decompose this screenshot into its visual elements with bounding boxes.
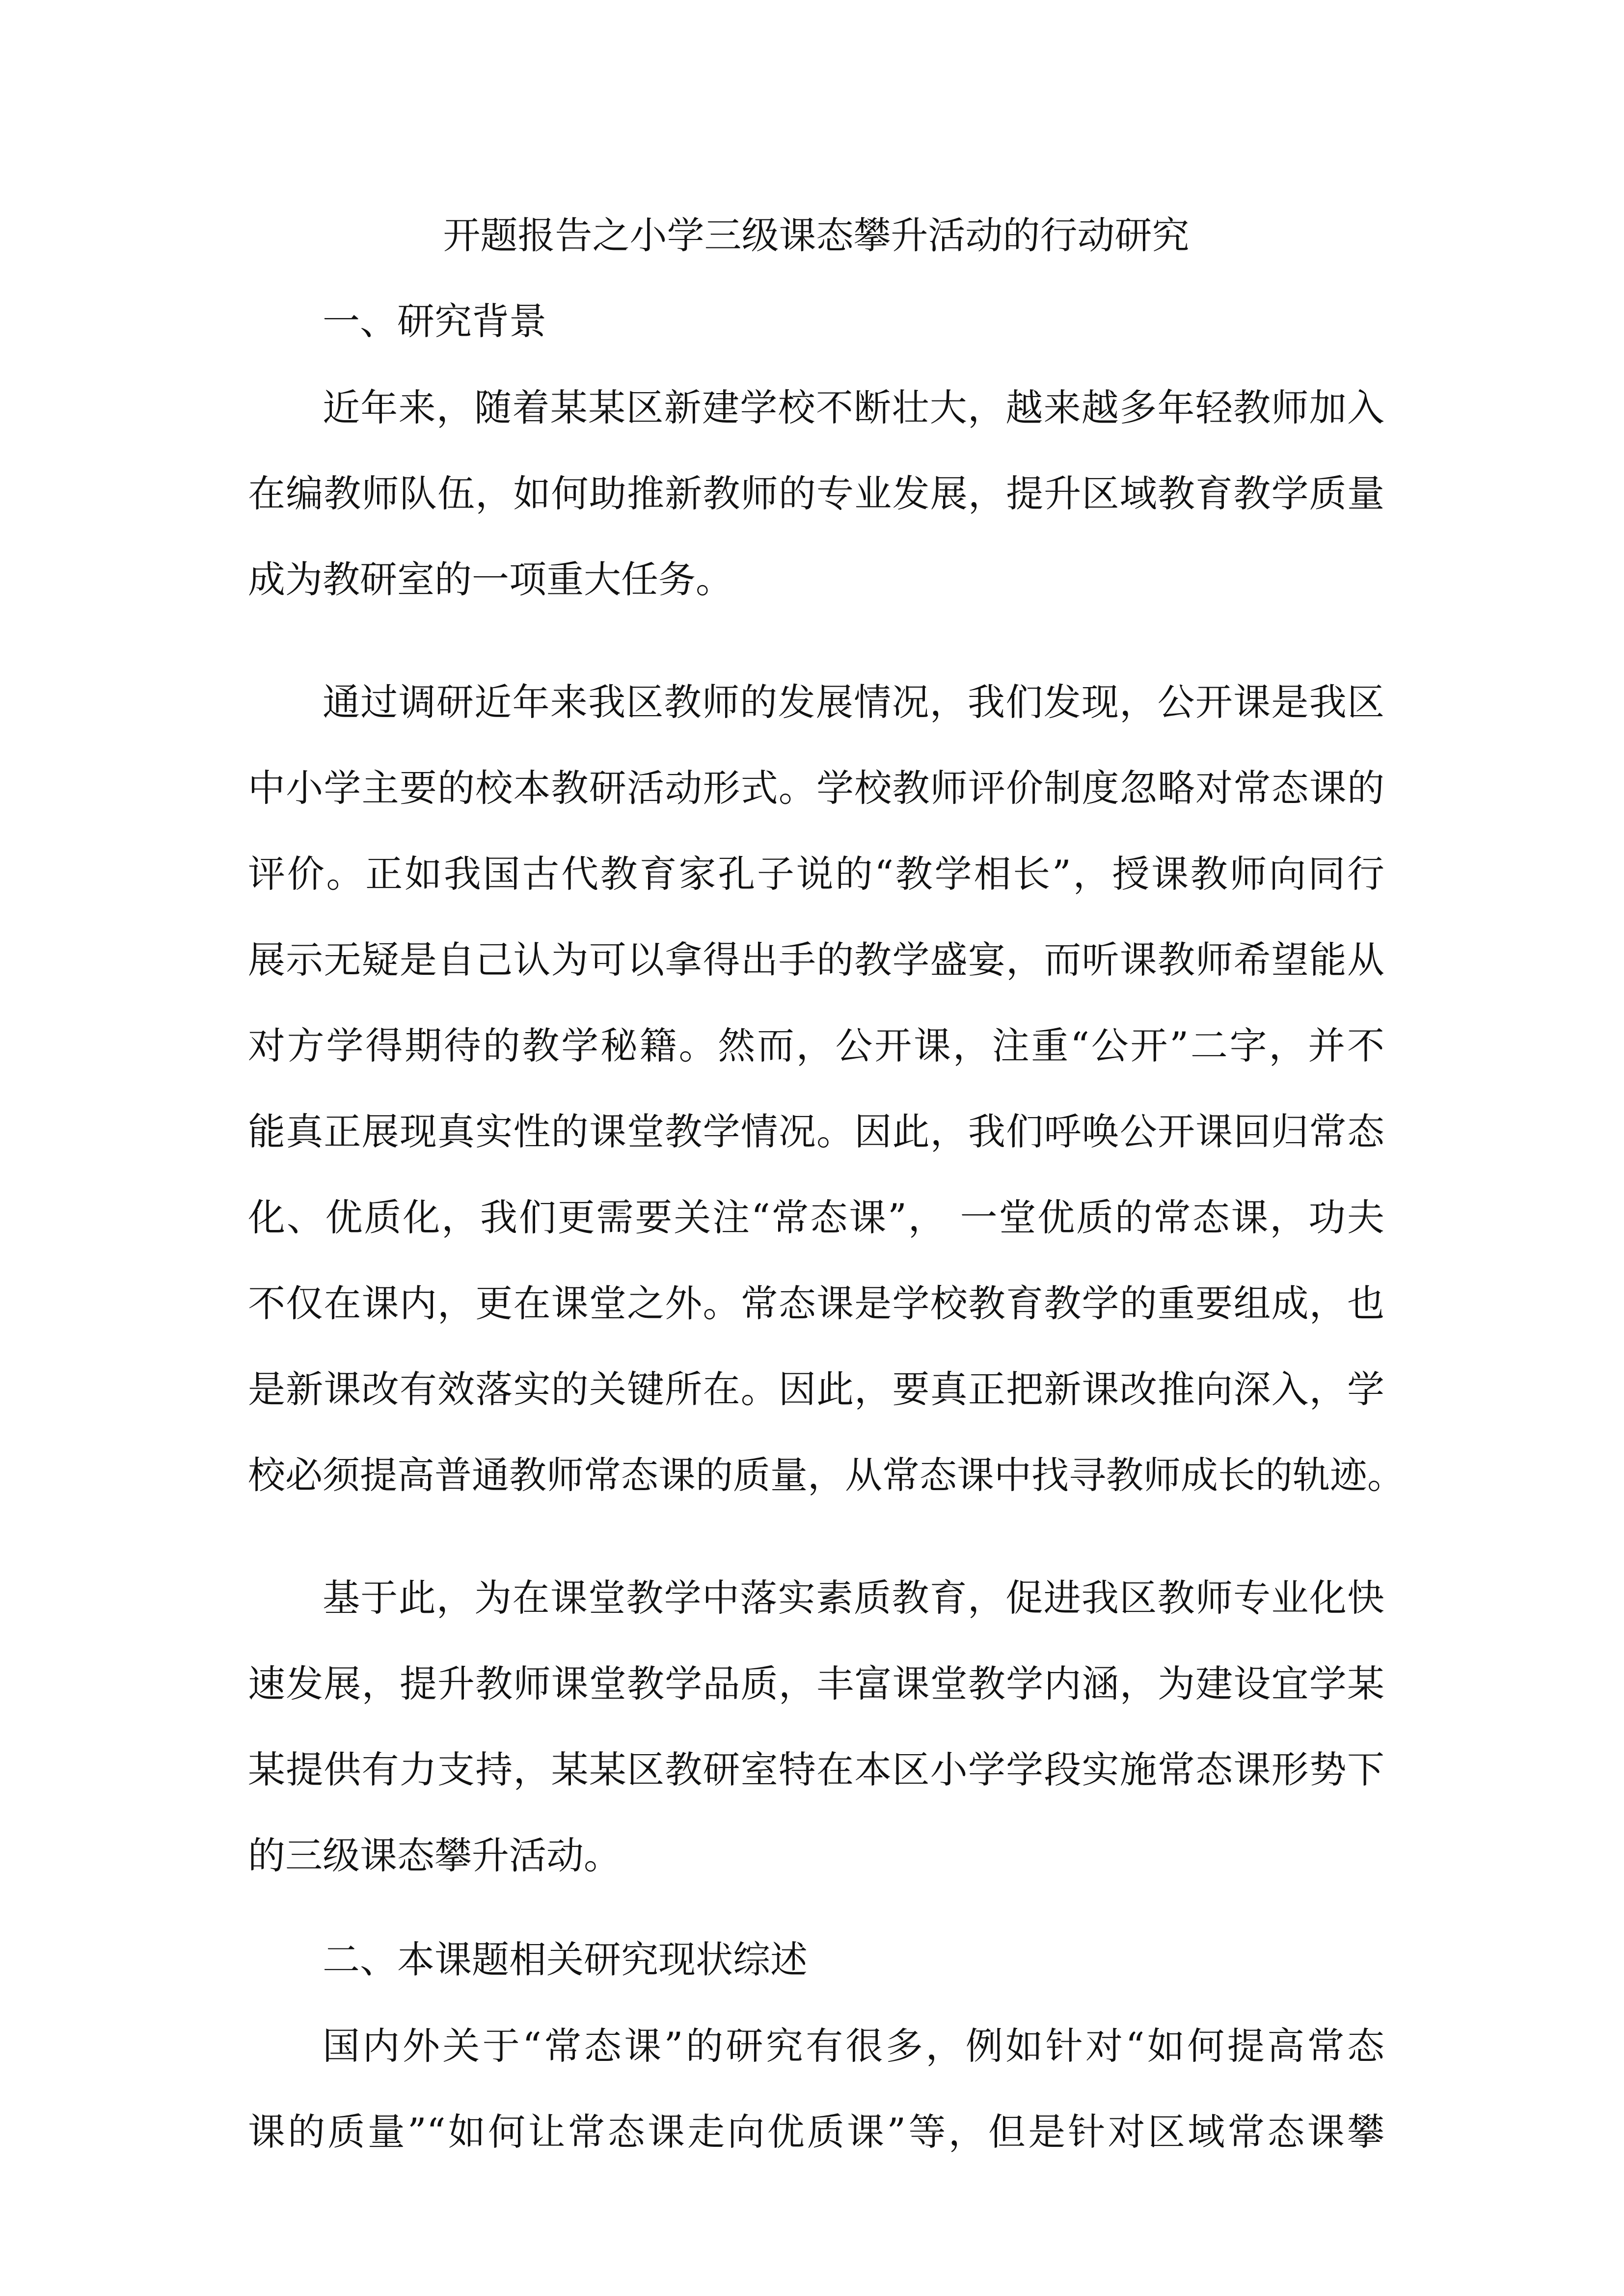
text-line: 校必须提高普通教师常态课的质量，从常态课中找寻教师成长的轨迹。 [248, 1453, 1405, 1497]
text-line: 成为教研室的一项重大任务。 [248, 558, 733, 601]
text-line: 展示无疑是自己认为可以拿得出手的教学盛宴，而听课教师希望能从 [248, 938, 1384, 982]
text-line: 能真正展现真实性的课堂教学情况。因此，我们呼唤公开课回归常态 [248, 1110, 1384, 1153]
text-line: 课的质量”“如何让常态课走向优质课”等，但是针对区域常态课攀 [248, 2110, 1384, 2154]
text-line: 对方学得期待的教学秘籍。然而，公开课，注重“公开”二字，并不 [248, 1024, 1384, 1068]
text-line: 基于此，为在课堂教学中落实素质教育，促进我区教师专业化快 [323, 1576, 1384, 1620]
text-line: 在编教师队伍，如何助推新教师的专业发展，提升区域教育教学质量 [248, 472, 1384, 515]
text-line: 某提供有力支持，某某区教研室特在本区小学学段实施常态课形势下 [248, 1748, 1384, 1791]
text-line: 是新课改有效落实的关键所在。因此，要真正把新课改推向深入，学 [248, 1367, 1384, 1411]
text-line: 评价。正如我国古代教育家孔子说的“教学相长”，授课教师向同行 [248, 852, 1384, 896]
document-title: 开题报告之小学三级课态攀升活动的行动研究 [443, 214, 1190, 257]
text-line: 的三级课态攀升活动。 [248, 1834, 621, 1877]
text-line: 速发展，提升教师课堂教学品质，丰富课堂教学内涵，为建设宜学某 [248, 1662, 1384, 1706]
text-line: 中小学主要的校本教研活动形式。学校教师评价制度忽略对常态课的 [248, 766, 1384, 810]
text-line: 化、优质化，我们更需要关注“常态课”， 一堂优质的常态课，功夫 [248, 1196, 1384, 1239]
paragraph-research-status-1 [248, 2003, 1384, 2175]
document-body [248, 211, 1405, 2175]
paragraph-background-3 [248, 1555, 1384, 1898]
section-heading-research-status: 二、本课题相关研究现状综述 [323, 1938, 808, 1981]
text-line: 近年来，随着某某区新建学校不断壮大，越来越多年轻教师加入 [323, 386, 1384, 429]
paragraph-background-2 [248, 659, 1405, 1518]
text-line: 国内外关于“常态课”的研究有很多，例如针对“如何提高常态 [323, 2024, 1384, 2068]
text-line: 通过调研近年来我区教师的发展情况，我们发现，公开课是我区 [323, 680, 1384, 724]
section-heading-background: 一、研究背景 [323, 299, 546, 343]
paragraph-background-1 [248, 365, 1384, 622]
text-line: 不仅在课内，更在课堂之外。常态课是学校教育教学的重要组成，也 [248, 1281, 1384, 1325]
